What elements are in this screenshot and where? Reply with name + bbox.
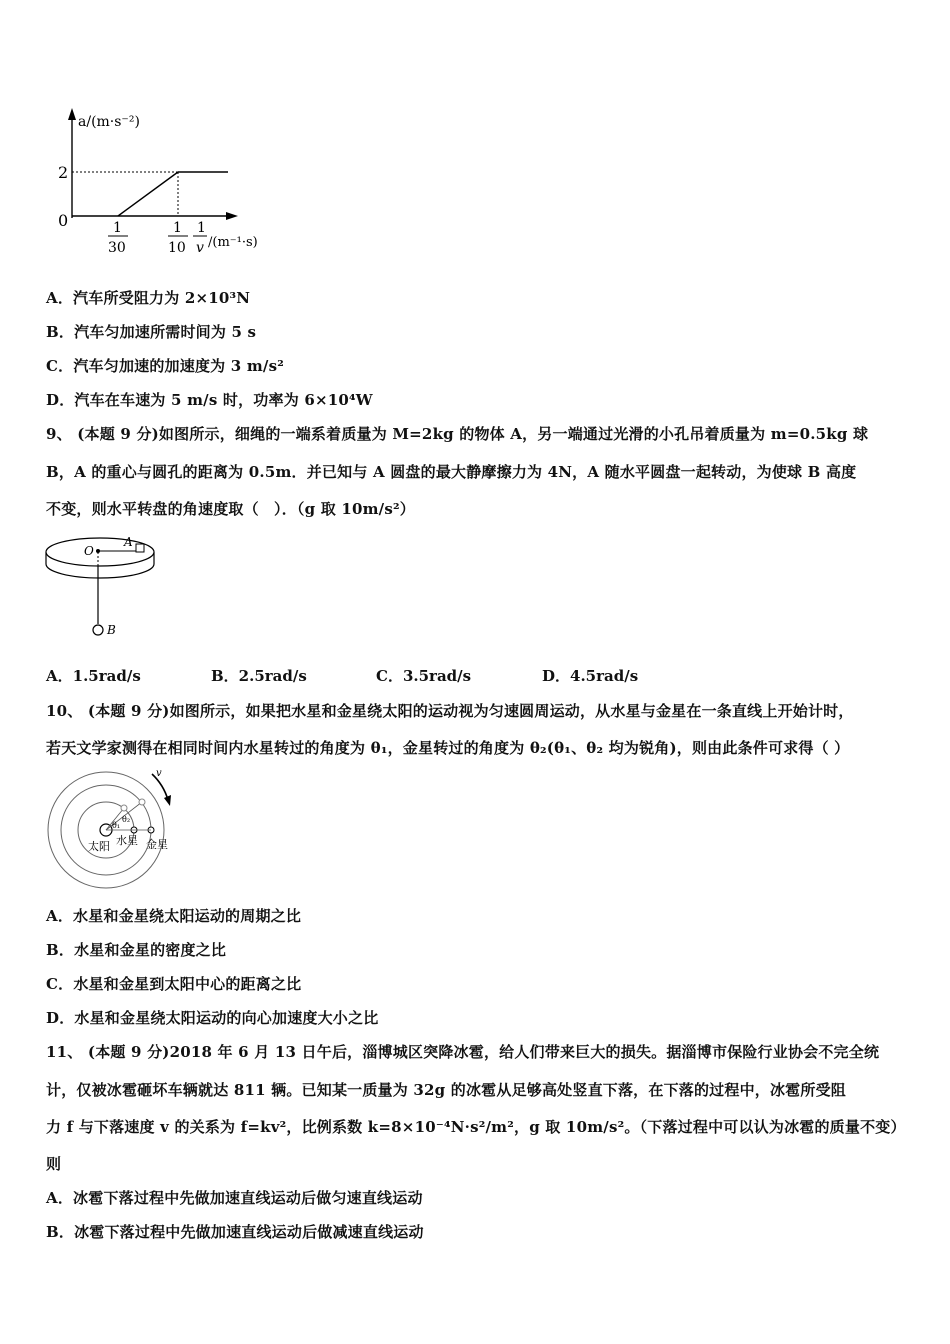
- q9-option-c: C．3.5rad/s: [376, 667, 472, 685]
- q10-option-b: B．水星和金星的密度之比: [46, 941, 227, 959]
- x-label-unit: /(m⁻¹·s): [208, 235, 258, 250]
- label-mercury: 水星: [116, 834, 138, 847]
- q11-option-b: B．冰雹下落过程中先做加速直线运动后做减速直线运动: [46, 1223, 424, 1241]
- x-tick2-den: 10: [168, 240, 186, 256]
- q8-option-d: D．汽车在车速为 5 m/s 时，功率为 6×10⁴W: [46, 391, 373, 409]
- x-label-num: 1: [197, 220, 206, 236]
- label-b: B: [107, 623, 116, 637]
- x-label-den: v: [196, 240, 204, 256]
- q10-line-2: 若天文学家测得在相同时间内水星转过的角度为 θ₁，金星转过的角度为 θ₂(θ₁、θ₂ 均为锐角)，则由此条件可求得（ ）: [46, 739, 850, 757]
- rising-segment: [118, 172, 178, 216]
- q9-line-1: 9、 (本题 9 分)如图所示，细绳的一端系着质量为 M=2kg 的物体 A，另一端通过光滑的小孔吊着质量为 m=0.5kg 球: [46, 425, 869, 443]
- y-axis-arrow: [68, 108, 76, 120]
- label-a: A: [124, 535, 133, 549]
- y-tick-label: 2: [58, 163, 69, 182]
- mercury-end: [121, 805, 127, 811]
- label-v: v: [156, 768, 162, 779]
- ball-b: [93, 625, 103, 635]
- venus-end: [139, 799, 145, 805]
- label-theta1: θ₁: [112, 821, 121, 830]
- label-sun: 太阳: [88, 840, 110, 853]
- q10-option-d: D．水星和金星绕太阳运动的向心加速度大小之比: [46, 1009, 379, 1027]
- q9-line-2: B，A 的重心与圆孔的距离为 0.5m．并已知与 A 圆盘的最大静摩擦力为 4N，A 随水平圆盘一起转动，为使球 B 高度: [46, 463, 857, 481]
- turntable-figure: [40, 528, 165, 646]
- y-axis-label: a/(m·s⁻²): [78, 114, 140, 130]
- q9-option-b: B．2.5rad/s: [211, 667, 307, 685]
- x-tick2-num: 1: [173, 220, 182, 236]
- x-axis-arrow: [226, 212, 238, 220]
- orbit-figure: [44, 768, 184, 892]
- q9-option-a: A．1.5rad/s: [46, 667, 141, 685]
- q10-option-a: A．水星和金星绕太阳运动的周期之比: [46, 907, 302, 925]
- x-tick1-num: 1: [113, 220, 122, 236]
- q11-line-1: 11、 (本题 9 分)2018 年 6 月 13 日午后，淄博城区突降冰雹，给人们带来巨大的损失。据淄博市保险行业协会不完全统: [46, 1043, 880, 1061]
- label-venus: 金星: [146, 838, 168, 851]
- q10-option-c: C．水星和金星到太阳中心的距离之比: [46, 975, 302, 993]
- block-a: [136, 544, 144, 552]
- q11-line-4: 则: [46, 1155, 62, 1173]
- motion-arrowhead: [164, 795, 171, 806]
- q9-option-d: D．4.5rad/s: [542, 667, 639, 685]
- q8-option-c: C．汽车匀加速的加速度为 3 m/s²: [46, 357, 284, 375]
- q11-option-a: A．冰雹下落过程中先做加速直线运动后做匀速直线运动: [46, 1189, 423, 1207]
- x-tick1-den: 30: [108, 240, 126, 256]
- q11-line-2: 计，仅被冰雹砸坏车辆就达 811 辆。已知某一质量为 32g 的冰雹从足够高处竖直下落，在下落的过程中，冰雹所受阻: [46, 1081, 846, 1099]
- q10-line-1: 10、 (本题 9 分)如图所示，如果把水星和金星绕太阳的运动视为匀速圆周运动，从水星与金星在一条直线上开始计时，: [46, 702, 854, 720]
- label-o: O: [84, 544, 94, 558]
- q11-line-3: 力 f 与下落速度 v 的关系为 f=kv²，比例系数 k=8×10⁻⁴N·s²/m²，g 取 10m/s²。（下落过程中可以认为冰雹的质量不变）: [46, 1118, 906, 1136]
- q8-option-b: B．汽车匀加速所需时间为 5 s: [46, 323, 257, 341]
- label-theta2: θ₂: [122, 815, 131, 824]
- q8-option-a: A．汽车所受阻力为 2×10³N: [46, 289, 251, 307]
- acceleration-graph: [50, 100, 280, 270]
- q9-line-3: 不变，则水平转盘的角速度取（ ）．（g 取 10m/s²）: [46, 500, 415, 518]
- origin-label: 0: [58, 211, 69, 230]
